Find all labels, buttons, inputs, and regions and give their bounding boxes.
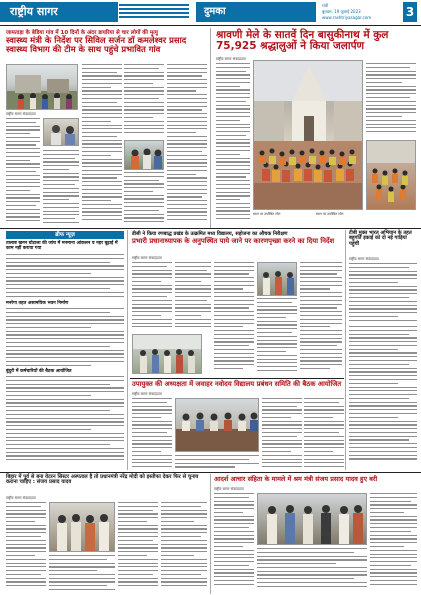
- mid-col-5: [300, 262, 342, 374]
- column-divider-4: [210, 474, 211, 594]
- masthead-rule: [0, 25, 421, 26]
- top-left-kicker: जामताड़ा के बेडिया गांव में 10 दिनों के अंदर डायरिया से चार लोगों की मृत्यु: [6, 30, 158, 36]
- bottom-left-col-4: [161, 502, 207, 592]
- masthead-meta: [322, 3, 404, 21]
- meta-website: www.rashtriyasagar.com: [322, 15, 372, 20]
- mid-byline: राष्ट्रीय सागर संवाददाता: [132, 256, 162, 260]
- top-left-photo-2: [43, 118, 79, 146]
- bottom-right-headline: आदर्श आचार संहिता के मामले में श्रम मंत्री संजय प्रसाद यादव हुए बरी: [214, 475, 378, 483]
- queue-photo-caption: स्थल पर उपस्थित लोग: [316, 212, 344, 216]
- bottom-right-col-2: [257, 548, 367, 592]
- mid-kicker: डीसी ने किया रणबाद्ध प्रखंड के उत्क्रमित मध्य विद्यालय, सहोजना का औचक निरीक्षण: [132, 231, 288, 237]
- mid-col-1: [132, 262, 172, 332]
- top-right-headline: श्रावणी मेले के सातवें दिन बासुकीनाथ में कुल 75,925 श्रद्धालुओं ने किया जलार्पण: [216, 29, 389, 53]
- top-left-photo: [6, 64, 78, 110]
- column-divider: [210, 28, 211, 228]
- lower-col-1: [132, 398, 172, 470]
- classroom-photo: [257, 262, 297, 296]
- top-right-byline: राष्ट्रीय सागर संवाददाता: [216, 57, 246, 61]
- mid-headline: प्रभारी प्रधानाध्यापक के अनुपस्थित पाये जाने पर कारणपृच्छा करने का दिया निर्देश: [132, 237, 335, 245]
- top-left-col-6: [167, 64, 207, 226]
- top-left-col-4: [124, 64, 164, 138]
- page-number: 3: [403, 2, 417, 22]
- brief-2-body: [6, 308, 124, 368]
- section-rule-3: [0, 472, 421, 473]
- queue-photo: [366, 140, 416, 210]
- mid-col-4: [257, 298, 297, 374]
- column-divider-3: [345, 230, 346, 470]
- right-col-byline: राष्ट्रीय सागर संवाददाता: [349, 257, 379, 261]
- meta-date: बुधवार, 19 जुलाई 2023: [322, 9, 361, 14]
- temple-crowd-photo: [253, 60, 363, 210]
- top-left-headline: स्वास्थ्य मंत्री के निर्देश पर सिविल सर्जन डॉ कमलेश्वर प्रसाद स्वास्थ्य विभाग की टीम के साथ पहुंचे प्रभावित गांव: [6, 35, 187, 54]
- section-rule-1: [0, 228, 421, 229]
- bottom-left-col-1: [6, 502, 46, 592]
- lower-headline: उपायुक्त की अध्यक्षता में जवाहर नवोदय विद्यालय प्रबंधन समिति की बैठक आयोजित: [132, 380, 342, 388]
- top-right-col-2: [366, 63, 416, 138]
- bottom-left-col-2: [49, 555, 115, 592]
- bottom-right-col-1: [214, 493, 254, 592]
- section-rule-2: [130, 378, 344, 379]
- lower-col-2: [262, 398, 302, 470]
- mid-col-3: [214, 262, 254, 374]
- lower-col-3: [304, 398, 344, 470]
- top-right-col-1: [216, 63, 250, 227]
- inspection-photo: [132, 334, 202, 374]
- right-col-body-1: [349, 263, 417, 323]
- bottom-left-byline: राष्ट्रीय सागर संवाददाता: [6, 496, 36, 500]
- top-left-col-5: [124, 172, 164, 226]
- bottom-left-headline: बिहार में पूर्व से बना वेटरन सिस्टर अस्पताल है तो प्रधानमंत्री नरेंद्र मोदी को इस्तीफा देकर फिर से चुनाव कराना चाहिए : संजय प्रसाद यादव: [6, 474, 199, 486]
- masthead-stripes: [119, 4, 189, 20]
- meeting-photo: [175, 398, 259, 452]
- brief-3-body: [6, 376, 124, 464]
- top-left-col-3: [82, 64, 122, 226]
- top-left-photo-3: [124, 140, 164, 170]
- bottom-left-col-3: [118, 502, 158, 592]
- brief-1-headline: तालाब खनन घोटाला की जांच में मनमाना आंकलन व नहर बूढ़ाई में काम नहीं कराया गया: [6, 241, 118, 252]
- bottom-right-col-3: [370, 493, 417, 592]
- lower-col-4: [175, 455, 259, 470]
- right-col-headline: टीबी मुक्त भारत अभियान के तहत बहुगति इकाई को दो नई गाड़ियां पहुंचीं: [349, 230, 412, 247]
- top-left-col-1: [6, 118, 40, 226]
- brief-news-heading: ब्रीफ न्यूज़: [6, 231, 124, 239]
- top-left-col-2: [43, 150, 79, 226]
- right-col-body-2: [349, 326, 417, 466]
- brief-3-headline: बुंदुरी में कर्मचारियों की बैठक आयोजित: [6, 369, 72, 374]
- brief-1-body: [6, 254, 124, 300]
- mid-col-2: [175, 262, 211, 332]
- bottom-left-photo: [49, 502, 115, 552]
- paper-name: राष्ट्रीय सागर: [0, 2, 118, 22]
- meta-city: रांची: [322, 3, 329, 8]
- bottom-right-photo: [257, 493, 367, 545]
- masthead: [0, 0, 421, 24]
- lower-byline: राष्ट्रीय सागर संवाददाता: [132, 392, 162, 396]
- brief-2-headline: मनरेगा तहत असामयिक भवन निर्माण: [6, 301, 69, 306]
- top-left-byline: राष्ट्रीय सागर संवाददाता: [6, 112, 36, 116]
- section-title: दुमका: [196, 2, 316, 22]
- bottom-right-byline: राष्ट्रीय सागर संवाददाता: [214, 487, 244, 491]
- column-divider-2: [127, 230, 128, 470]
- temple-photo-caption: स्थल पर उपस्थित लोग: [253, 212, 281, 216]
